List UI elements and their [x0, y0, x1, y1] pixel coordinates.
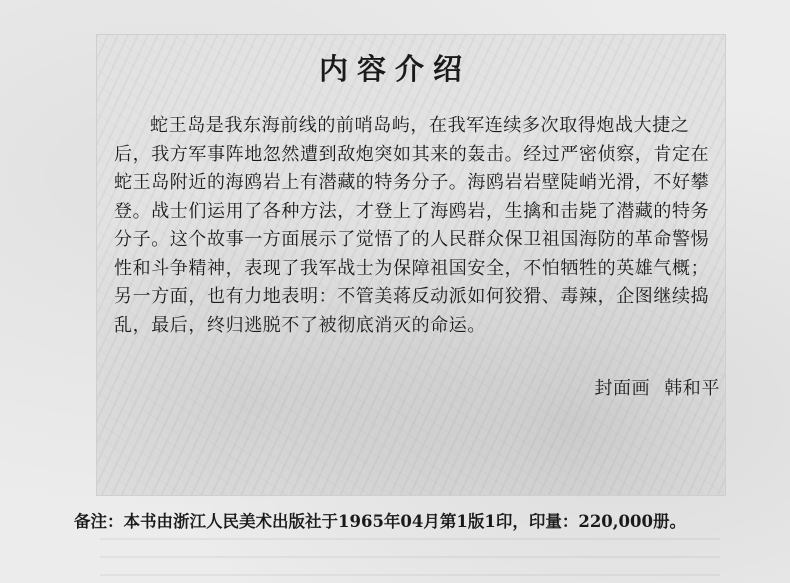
cover-artist-credit [594, 375, 720, 403]
credit-role: 封面画 [594, 378, 651, 399]
page-title: 内容介绍 [318, 52, 471, 86]
publication-note: 备注：本书由浙江人民美术出版社于1965年04月第1版1印，印量：220,000册。 [74, 512, 686, 531]
credit-name: 韩和平 [664, 378, 720, 399]
introduction-paragraph: 蛇王岛是我东海前线的前哨岛屿，在我军连续多次取得炮战大捷之后，我方军事阵地忽然遭到敌炮突如其来的轰击。经过严密侦察，肯定在蛇王岛附近的海鸥岩上有潜藏的特务分子。海鸥岩岩壁陡峭光滑，不好攀登。战士们运用了各种方法，才登上了海鸥岩，生擒和击毙了潜藏的特务分子。这个故事一方面展示了觉悟了的人民群众保卫祖国海防的革命警惕性和斗争精神，表现了我军战士为保障祖国安全，不怕牺牲的英雄气概；另一方面，也有力地表明：不管美蒋反动派如何狡猾、毒辣，企图继续捣乱，最后，终归逃脱不了被彻底消灭的命运。 [114, 115, 710, 336]
introduction-text [114, 112, 724, 340]
